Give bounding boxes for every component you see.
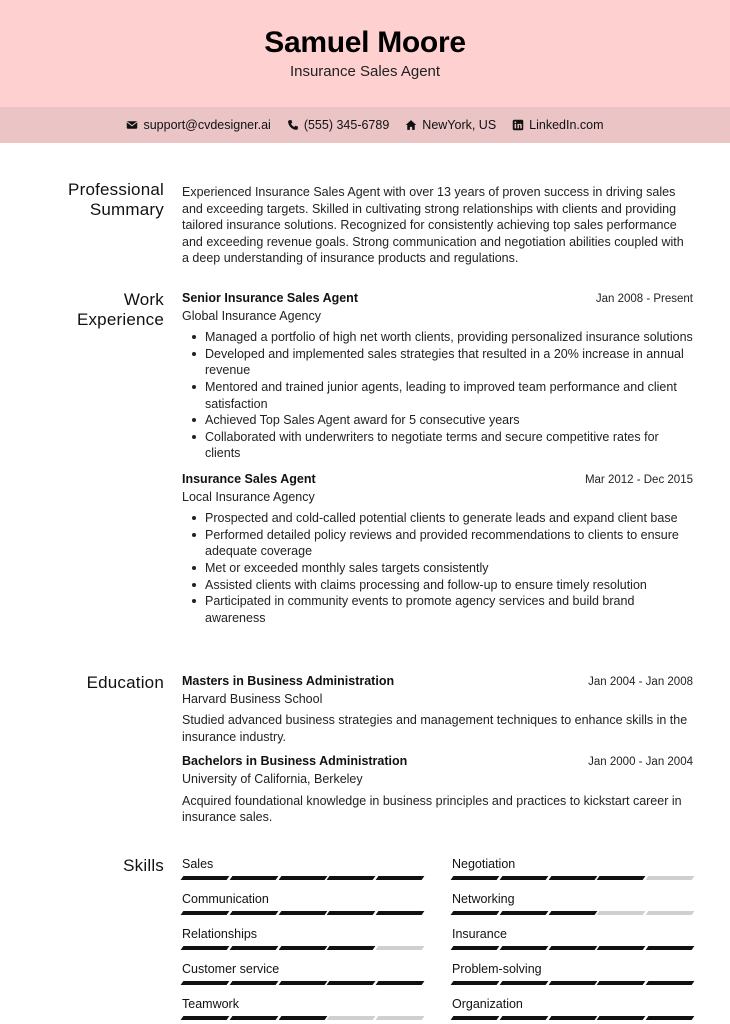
list-item: Met or exceeded monthly sales targets consistently	[182, 560, 693, 577]
skill-level-segment	[327, 946, 376, 950]
skill-level-segment	[376, 981, 425, 985]
skill-level-segment	[229, 946, 278, 950]
skill-item	[182, 961, 423, 996]
skill-level-segment	[181, 876, 230, 880]
home-icon	[405, 119, 417, 131]
skill-level-segment	[646, 911, 695, 915]
skill-level-segment	[181, 1016, 230, 1020]
list-item: Assisted clients with claims processing and follow-up to ensure timely resolution	[182, 577, 693, 594]
skill-level-segment	[646, 1016, 695, 1020]
work-entries	[182, 290, 693, 626]
school-name: University of California, Berkeley	[182, 771, 363, 786]
list-item: Prospected and cold-called potential clients to generate leads and expand client base	[182, 510, 693, 527]
skill-level-segment	[597, 876, 646, 880]
list-item: Achieved Top Sales Agent award for 5 consecutive years	[182, 412, 693, 429]
skill-item	[452, 891, 693, 926]
work-heading	[0, 290, 164, 330]
envelope-icon	[126, 119, 138, 131]
skill-level-segment	[376, 946, 425, 950]
job-bullets	[182, 510, 693, 626]
skills-list	[182, 856, 693, 1024]
skill-level-bar	[452, 876, 693, 880]
skill-level-segment	[278, 1016, 327, 1020]
skill-name: Teamwork	[182, 997, 239, 1011]
summary-text: Experienced Insurance Sales Agent with over 13 years of proven success in driving sales and exceeding targets. Skilled in cultivating strong relationships with clients and providing tailored insurance solutions. Recognized for consistently achieving top sales performance and exceeding revenue goals. Strong communication and negotiation abilities coupled with a deep understanding of insurance products and regulations.	[182, 185, 684, 266]
skill-level-segment	[597, 911, 646, 915]
list-item: Collaborated with underwriters to negotiate terms and secure competitive rates for clients	[182, 429, 693, 462]
skill-item	[452, 856, 693, 891]
skill-level-segment	[499, 946, 548, 950]
job-title: Senior Insurance Sales Agent	[182, 291, 358, 305]
summary-heading-line1: Professional	[68, 180, 164, 199]
skill-name: Organization	[452, 997, 523, 1011]
skill-name: Insurance	[452, 927, 507, 941]
list-item: Performed detailed policy reviews and provided recommendations to clients to ensure adequate coverage	[182, 527, 693, 560]
candidate-name: Samuel Moore	[264, 26, 466, 59]
linkedin-icon	[512, 119, 524, 131]
job-bullets	[182, 329, 693, 462]
skill-name: Relationships	[182, 927, 258, 941]
degree-description: Studied advanced business strategies and management techniques to enhance skills in the insurance industry.	[182, 713, 688, 744]
candidate-title: Insurance Sales Agent	[289, 63, 441, 80]
job-entry	[182, 471, 693, 626]
skills-heading: Skills	[123, 856, 164, 875]
skill-level-segment	[229, 911, 278, 915]
summary-heading-line2: Summary	[89, 200, 164, 219]
degree-dates: Jan 2004 - Jan 2008	[588, 676, 693, 688]
skill-level-segment	[646, 876, 695, 880]
skill-level-bar	[182, 1016, 423, 1020]
skill-level-segment	[499, 876, 548, 880]
education-heading: Education	[86, 673, 164, 692]
skill-level-bar	[452, 1016, 693, 1020]
skill-name: Networking	[452, 892, 515, 906]
skill-level-segment	[327, 981, 376, 985]
skill-level-segment	[499, 911, 548, 915]
job-entry	[182, 290, 693, 462]
degree-dates: Jan 2000 - Jan 2004	[588, 756, 693, 769]
skill-level-segment	[229, 876, 278, 880]
skill-level-segment	[278, 946, 327, 950]
skill-level-segment	[548, 876, 597, 880]
skill-level-segment	[451, 981, 500, 985]
job-title: Insurance Sales Agent	[182, 471, 316, 486]
skill-level-segment	[597, 1016, 646, 1020]
skill-level-bar	[182, 911, 423, 915]
education-entry	[182, 753, 693, 825]
skills-grid	[182, 856, 693, 1024]
skill-level-segment	[327, 876, 376, 880]
skill-level-bar	[182, 946, 423, 950]
skill-name: Negotiation	[452, 857, 516, 871]
skill-level-segment	[181, 981, 230, 985]
skill-level-segment	[548, 946, 597, 950]
list-item: Developed and implemented sales strategies that resulted in a 20% increase in annual revenue	[182, 346, 693, 379]
job-company: Global Insurance Agency	[182, 308, 321, 323]
summary-heading	[0, 180, 164, 220]
school-name: Harvard Business School	[182, 691, 323, 706]
skill-level-segment	[278, 911, 327, 915]
skill-level-segment	[181, 946, 230, 950]
skill-level-segment	[597, 946, 646, 950]
skill-item	[452, 926, 693, 961]
skill-level-segment	[327, 1016, 376, 1020]
skill-level-segment	[376, 911, 425, 915]
contact-linkedin-text: LinkedIn.com	[529, 118, 604, 132]
skill-level-bar	[452, 911, 693, 915]
skill-level-segment	[548, 981, 597, 985]
skill-level-segment	[646, 981, 695, 985]
job-company: Local Insurance Agency	[182, 489, 315, 504]
degree-title: Bachelors in Business Administration	[182, 754, 408, 769]
skill-level-segment	[597, 981, 646, 985]
degree-title: Masters in Business Administration	[182, 674, 395, 688]
skill-item	[182, 856, 423, 891]
skill-name: Customer service	[182, 962, 280, 976]
skill-level-segment	[278, 876, 327, 880]
education-entries	[182, 673, 693, 826]
skill-level-segment	[451, 876, 500, 880]
job-dates: Mar 2012 - Dec 2015	[584, 473, 693, 486]
skill-level-segment	[646, 946, 695, 950]
skill-level-segment	[548, 1016, 597, 1020]
contact-phone-text: (555) 345-6789	[303, 118, 390, 132]
skill-level-segment	[229, 1016, 278, 1020]
skill-item	[452, 961, 693, 996]
skill-level-segment	[181, 911, 230, 915]
work-heading-line1: Work	[123, 290, 164, 309]
skill-level-segment	[451, 1016, 500, 1020]
degree-description: Acquired foundational knowledge in business principles and practices to kickstart career in insurance sales.	[182, 793, 682, 825]
skill-level-segment	[499, 1016, 548, 1020]
contact-bar	[0, 107, 730, 143]
contact-email[interactable]	[126, 118, 270, 132]
skill-name: Sales	[182, 857, 214, 871]
list-item: Mentored and trained junior agents, leading to improved team performance and client satisfaction	[182, 379, 693, 412]
skill-level-bar	[182, 981, 423, 985]
skill-level-segment	[499, 981, 548, 985]
contact-linkedin[interactable]	[512, 118, 603, 132]
skill-name: Communication	[182, 892, 269, 906]
contact-location	[405, 118, 496, 132]
skill-level-segment	[548, 911, 597, 915]
list-item: Participated in community events to promote agency services and build brand awareness	[182, 593, 693, 626]
skill-item	[182, 891, 423, 926]
job-dates: Jan 2008 - Present	[595, 293, 693, 305]
phone-icon	[287, 119, 299, 131]
skill-level-segment	[327, 911, 376, 915]
skill-level-segment	[376, 876, 425, 880]
skill-level-segment	[278, 981, 327, 985]
skill-level-bar	[452, 946, 693, 950]
skill-item	[182, 926, 423, 961]
contact-phone[interactable]	[287, 118, 389, 132]
contact-email-text: support@cvdesigner.ai	[143, 118, 271, 132]
list-item: Managed a portfolio of high net worth clients, providing personalized insurance solutions	[182, 329, 693, 346]
skill-item	[452, 996, 693, 1024]
work-heading-line2: Experience	[76, 310, 164, 329]
skill-level-segment	[376, 1016, 425, 1020]
contact-location-text: NewYork, US	[422, 118, 497, 132]
skill-name: Problem-solving	[452, 962, 542, 976]
education-entry	[182, 673, 693, 745]
skill-level-bar	[452, 981, 693, 985]
skill-level-segment	[229, 981, 278, 985]
skill-level-segment	[451, 946, 500, 950]
resume-header	[0, 0, 730, 107]
skill-level-segment	[451, 911, 500, 915]
skill-item	[182, 996, 423, 1024]
skill-level-bar	[182, 876, 423, 880]
